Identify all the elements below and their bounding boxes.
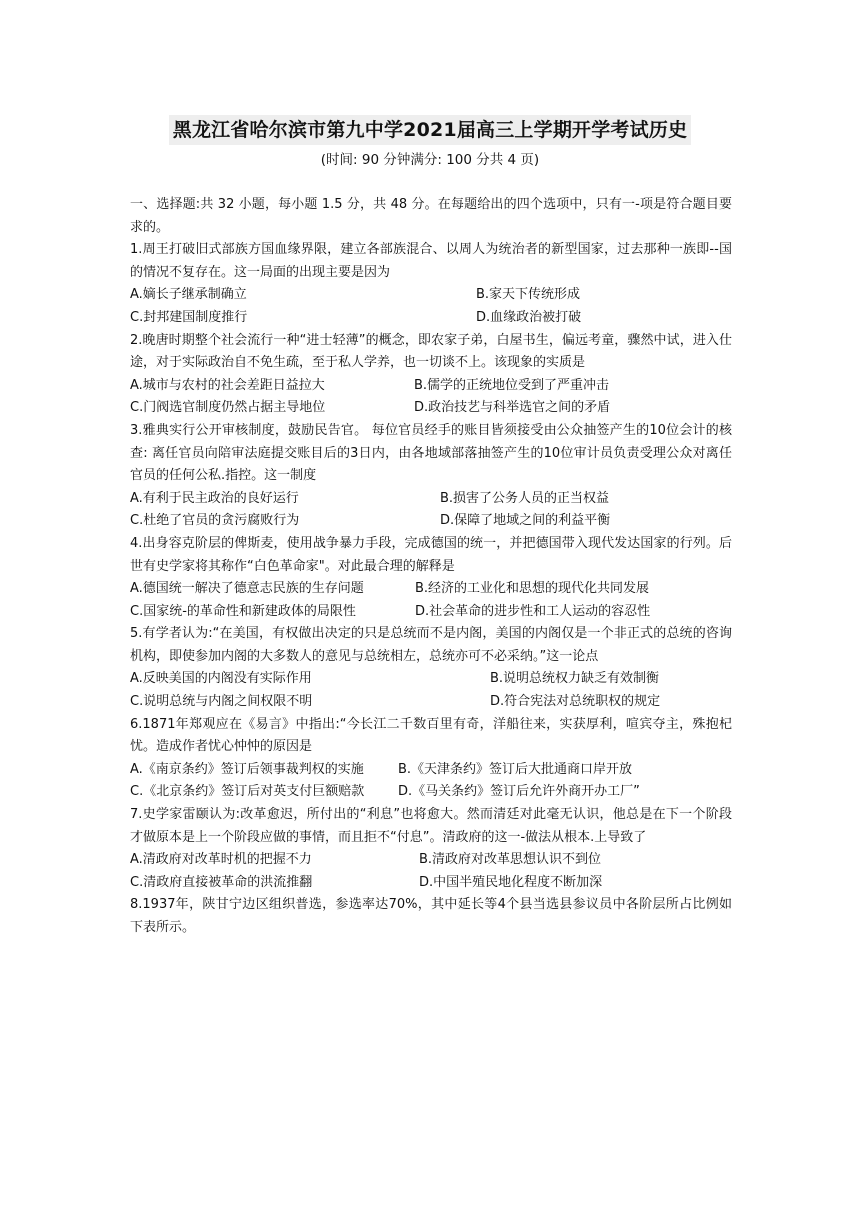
options-row (130, 375, 732, 398)
option-c: C.清政府直接被革命的洪流推翻 (130, 874, 313, 890)
option-d: D.血缘政治被打破 (476, 309, 582, 325)
option-a: A.城市与农村的社会差距日益拉大 (130, 377, 325, 393)
section-intro: 一、选择题:共 32 小题，每小题 1.5 分，共 48 分。在每题给出的四个选项中，只有一-项是符合题目要求的。 (130, 197, 732, 235)
option-c: C.门阀选官制度仍然占据主导地位 (130, 400, 326, 416)
exam-title-block (0, 115, 860, 145)
options-row (130, 397, 732, 420)
option-c: C.说明总统与内阁之间权限不明 (130, 694, 313, 710)
option-d: D.政治技艺与科举选官之间的矛盾 (414, 400, 611, 416)
option-d: D.符合宪法对总统职权的规定 (490, 694, 661, 710)
options-row (130, 284, 732, 307)
options-row (130, 872, 732, 895)
option-a: A.有利于民主政治的良好运行 (130, 490, 299, 506)
option-a: A.嫡长子继承制确立 (130, 287, 247, 303)
question-stem: 7.史学家雷颐认为:改革愈迟，所付出的“利息”也将愈大。然而清廷对此毫无认识，他总是在下一个阶段才做原本是上一个阶段应做的事情，而且拒不“付息”。清政府的这一-做法从根本.上导致了 (130, 807, 732, 845)
options-row (130, 601, 732, 624)
option-a: A.清政府对改革时机的把握不力 (130, 852, 312, 868)
exam-content (130, 194, 732, 940)
options-row (130, 510, 732, 533)
exam-subtitle: (时间: 90 分钟满分: 100 分共 4 页) (320, 152, 540, 168)
option-b: B.说明总统权力缺乏有效制衡 (490, 671, 660, 687)
options-row (130, 307, 732, 330)
question-stem: 5.有学者认为:“在美国，有权做出决定的只是总统而不是内阁，美国的内阁仅是一个非正式的总统的咨询机构，即使参加内阁的大多数人的意见与总统相左，总统亦可不必采纳。”这一论点 (130, 626, 732, 664)
question-stem: 4.出身容克阶层的俾斯麦，使用战争暴力手段，完成德国的统一，并把德国带入现代发达国家的行列。后世有史学家将其称作“白色革命家"。对此最合理的解释是 (130, 535, 732, 574)
option-a: A.德国统一解决了德意志民族的生存问题 (130, 581, 364, 597)
options-row (130, 668, 732, 691)
options-row (130, 759, 732, 782)
question-stem: 1.周王打破旧式部族方国血缘界限，建立各部族混合、以周人为统治者的新型国家，过去那种一族即--国的情况不复存在。这一局面的出现主要是因为 (130, 242, 732, 280)
option-d: D.保障了地域之间的利益平衡 (440, 513, 611, 529)
option-b: B.家天下传统形成 (476, 287, 581, 303)
question-stem: 8.1937年，陕甘宁边区组织普选，参选率达70%，其中延长等4个县当选县参议员中各阶层所占比例如下表所示。 (130, 897, 732, 935)
option-c: C.封邦建国制度推行 (130, 309, 248, 325)
options-row (130, 849, 732, 872)
options-row (130, 488, 732, 511)
option-d: D.社会革命的进步性和工人运动的容忍性 (415, 603, 651, 619)
option-a: A.《南京条约》签订后领事裁判权的实施 (130, 761, 364, 777)
option-b: B.儒学的正统地位受到了严重冲击 (414, 377, 610, 393)
option-a: A.反映美国的内阁没有实际作用 (130, 671, 312, 687)
options-row (130, 781, 732, 804)
option-d: D.《马关条约》签订后允许外商开办工厂” (398, 784, 640, 800)
option-b: B.经济的工业化和思想的现代化共同发展 (415, 581, 650, 597)
option-b: B.损害了公务人员的正当权益 (440, 490, 610, 506)
question-stem: 6.1871年郑观应在《易言》中指出:“今长江二千数百里有奇，洋船往来，实获厚利，喧宾夺主，殊抱杞忧。造成作者忧心忡忡的原因是 (130, 716, 732, 755)
question-stem: 2.晚唐时期整个社会流行一种“进士轻薄”的概念，即农家子弟，白屋书生，偏远考童，骤然中试，进入仕途，对于实际政治自不免生疏，至于私人学养，也一切谈不上。该现象的实质是 (130, 332, 732, 371)
option-c: C.杜绝了官员的贪污腐败行为 (130, 513, 300, 529)
exam-title: 黑龙江省哈尔滨市第九中学2021届高三上学期开学考试历史 (169, 115, 691, 145)
option-b: B.清政府对改革思想认识不到位 (419, 852, 602, 868)
option-d: D.中国半殖民地化程度不断加深 (419, 874, 603, 890)
question-stem: 3.雅典实行公开审核制度，鼓励民告官。 每位官员经手的账目皆须接受由公众抽签产生的10位会计的核查: 离任官员向陪审法庭提交账目后的3日内，由各地域部落抽签产生的10位审计员负责受理公众对离任官员的任何公私.指控。这一制度 (130, 422, 732, 484)
option-b: B.《天津条约》签订后大批通商口岸开放 (398, 761, 633, 777)
option-c: C.《北京条约》签订后对英支付巨额赔款 (130, 784, 365, 800)
option-c: C.国家统-的革命性和新建政体的局限性 (130, 603, 356, 619)
options-row (130, 691, 732, 714)
options-row (130, 578, 732, 601)
